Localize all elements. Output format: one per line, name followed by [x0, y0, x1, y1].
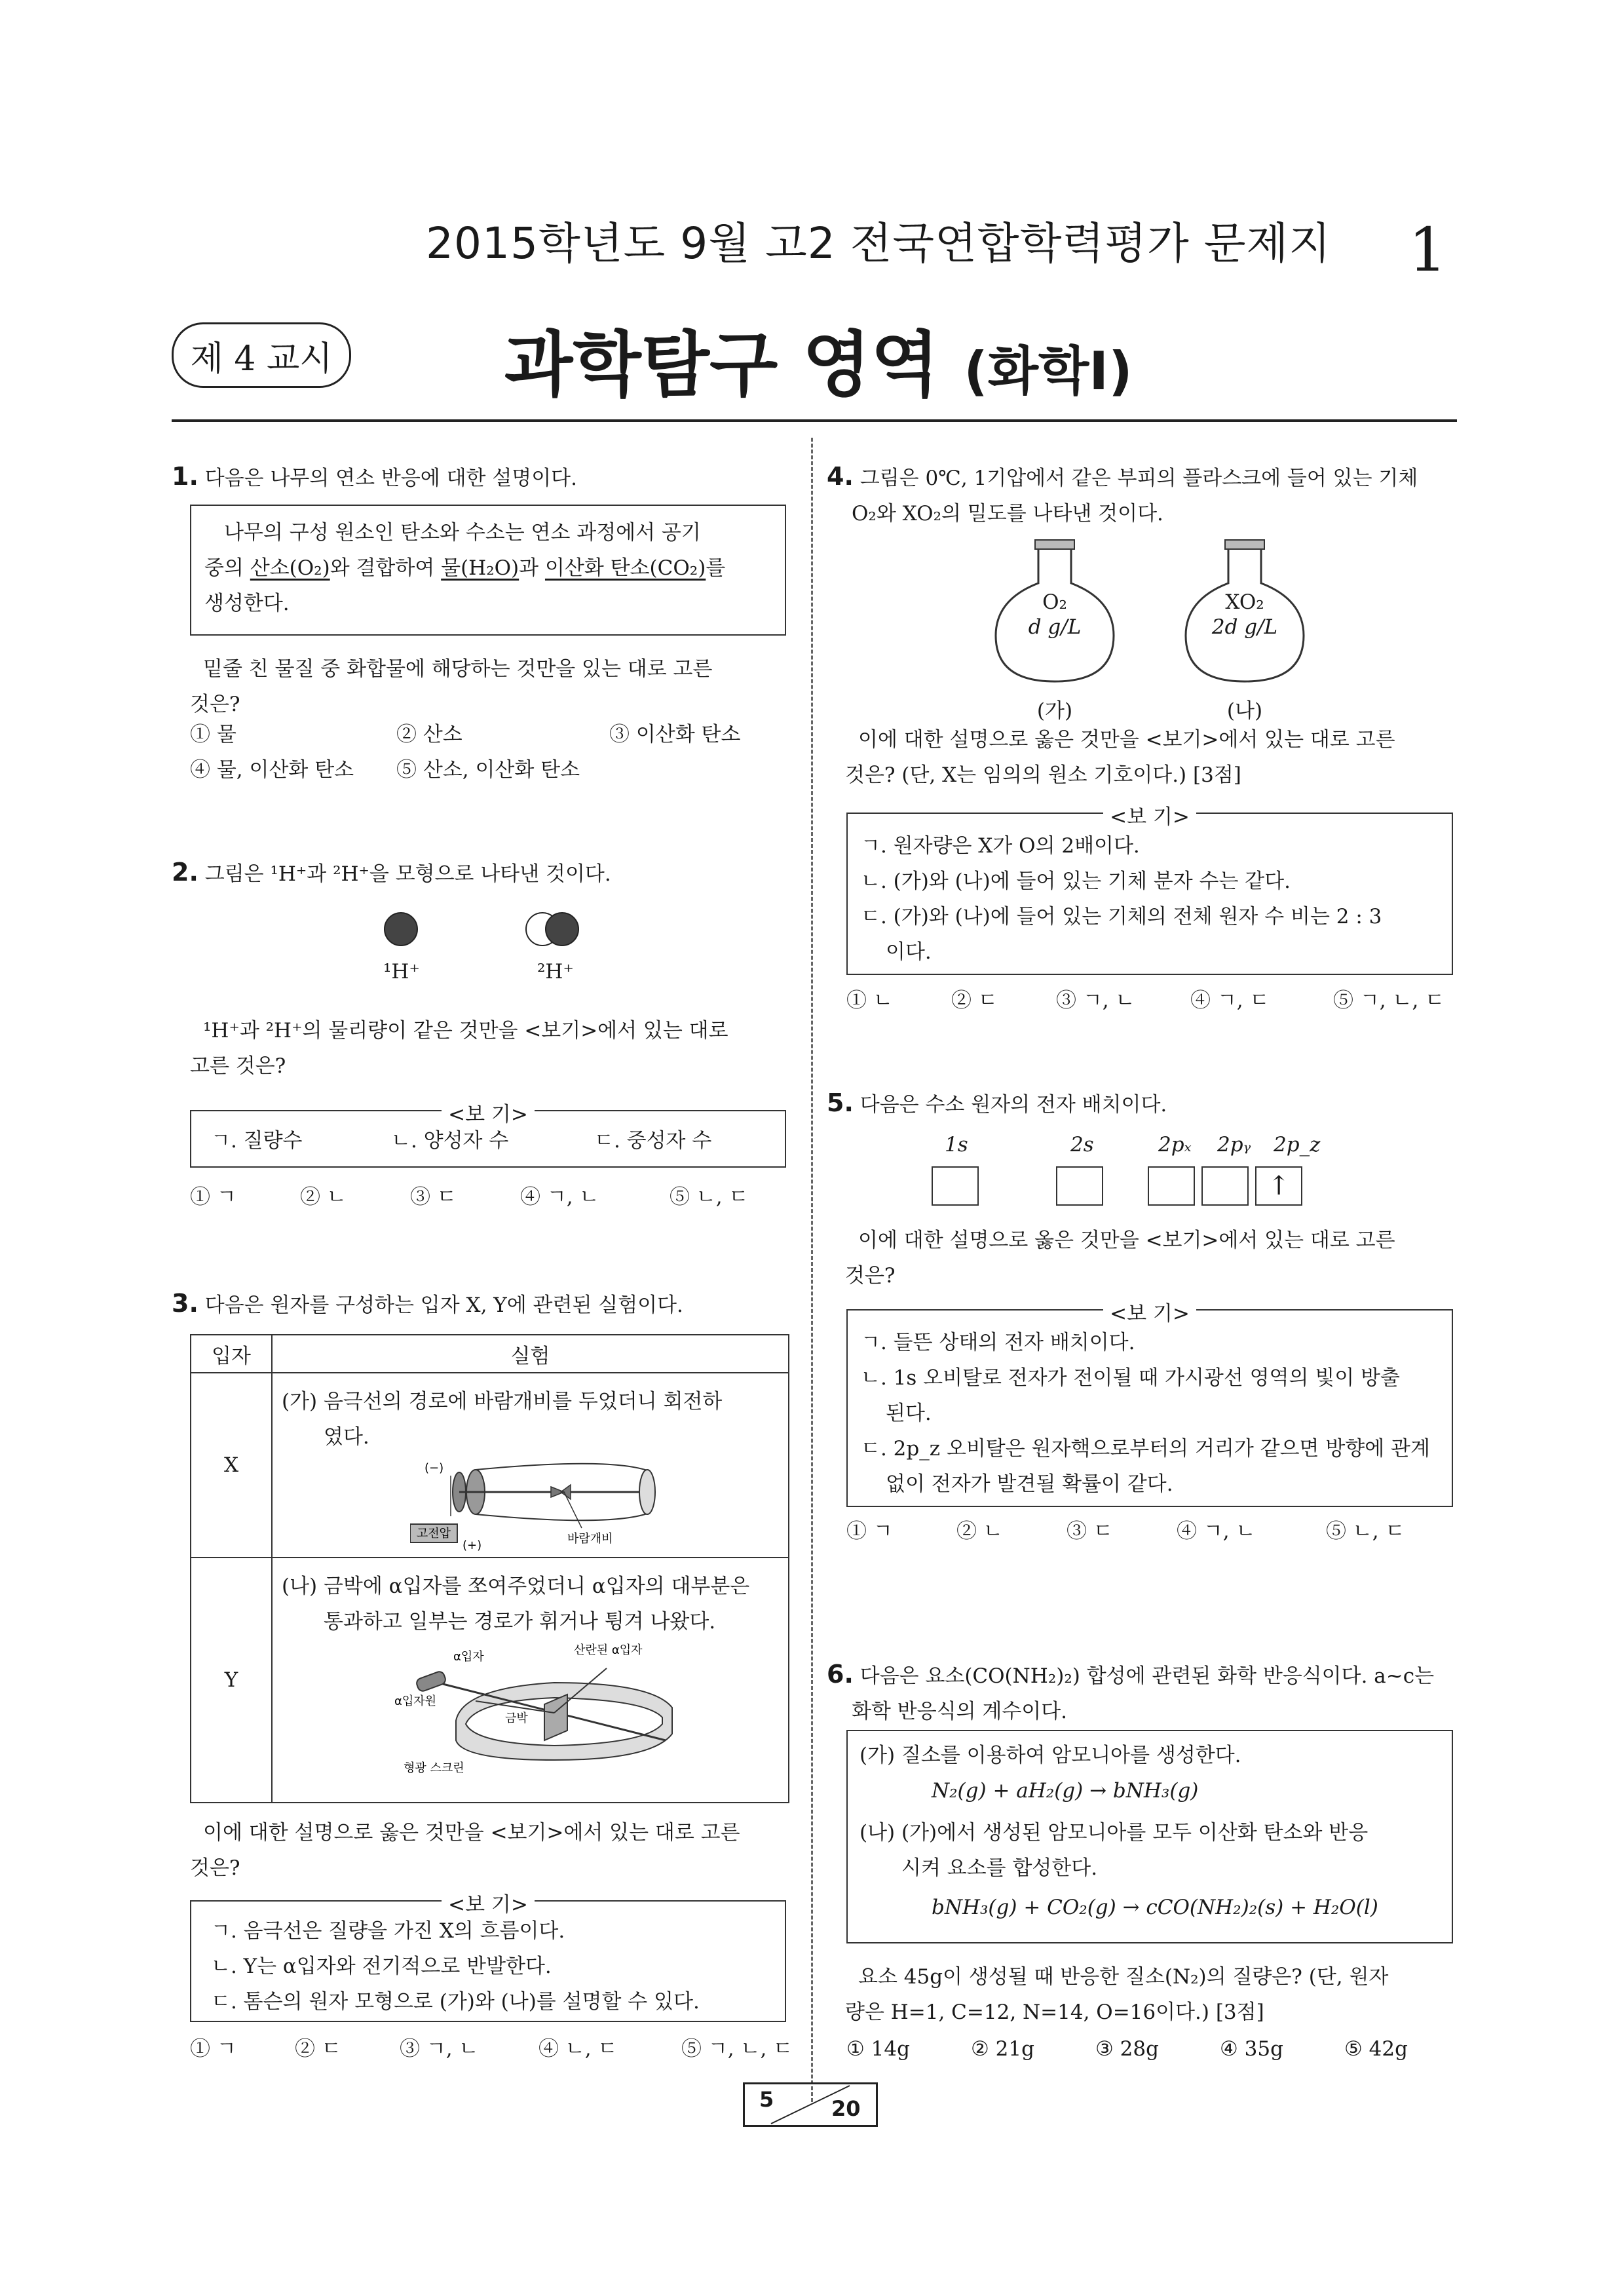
q3-fig-screen: 형광 스크린 [404, 1761, 464, 1775]
q6-box-b-cont: 시켜 요소를 합성한다. [901, 1856, 1098, 1880]
q4-choice-2[interactable]: ② ㄷ [951, 989, 998, 1012]
q1-choice-2[interactable]: ② 산소 [396, 723, 463, 746]
q5-bogi-b: ㄴ. 1s 오비탈로 전자가 전이될 때 가시광선 영역의 빛이 방출 [861, 1366, 1400, 1390]
q5-bogi-title: <보 기> [1103, 1302, 1196, 1326]
q5-box-2py [1201, 1166, 1249, 1206]
q2-bogi-b: ㄴ. 양성자 수 [391, 1129, 509, 1153]
exam-title: 2015학년도 9월 고2 전국연합학력평가 문제지 [426, 218, 1331, 269]
q3-fig-plus: (+) [463, 1539, 482, 1552]
q2-choice-4[interactable]: ④ ㄱ, ㄴ [520, 1185, 599, 1209]
alpha-source-icon [415, 1670, 447, 1693]
q3-gold-foil-figure [390, 1642, 692, 1786]
q1-underlined-co2: 이산화 탄소(CO₂) [544, 556, 706, 580]
q2-question: ¹H⁺과 ²H⁺의 물리량이 같은 것만을 <보기>에서 있는 대로 고른 것은? [190, 1019, 728, 1078]
q1-stem [172, 459, 577, 496]
h1-proton-icon [385, 913, 417, 946]
q3-col-particle: 입자 [191, 1335, 272, 1373]
q2-choice-2[interactable]: ② ㄴ [300, 1185, 347, 1209]
q5-stem-text: 다음은 수소 원자의 전자 배치이다. [859, 1093, 1167, 1117]
q2-choices [190, 1179, 806, 1215]
q3-col-experiment: 실험 [272, 1335, 789, 1373]
q1-box-line2: 중의 산소(O₂)와 결합하여 물(H₂O)과 이산화 탄소(CO₂)를 [204, 556, 726, 580]
q2-bogi-a: ㄱ. 질량수 [211, 1129, 303, 1153]
q5-orbital-2pz-label: 2p_z [1274, 1133, 1321, 1157]
q1-choice-4[interactable]: ④ 물, 이산화 탄소 [190, 758, 354, 782]
q4-flask-b-density: 2d g/L [1211, 615, 1278, 639]
q5-number: 5. [827, 1088, 854, 1117]
q3-fig-scattered: 산란된 α입자 [574, 1643, 643, 1657]
q5-orbital-2py-label: 2pᵧ [1217, 1133, 1251, 1157]
q1-choices [190, 717, 806, 788]
q3-bogi-a: ㄱ. 음극선은 질량을 가진 X의 흐름이다. [211, 1919, 565, 1943]
q3-choice-5[interactable]: ⑤ ㄱ, ㄴ, ㄷ [681, 2037, 793, 2061]
q1-number: 1. [172, 462, 198, 491]
q5-box-1s [932, 1166, 979, 1206]
up-arrow-icon: ↑ [1268, 1171, 1290, 1201]
q6-box-a: (가) 질소를 이용하여 암모니아를 생성한다. [859, 1744, 1241, 1767]
q4-flask-b-label: (나) [1226, 699, 1263, 723]
q2-label-h1: ¹H⁺ [383, 960, 420, 984]
q3-cathode-ray-figure [410, 1451, 685, 1556]
q6-choice-3[interactable]: ③ 28g [1095, 2037, 1159, 2061]
q3-exp-x-line1: (가) 음극선의 경로에 바람개비를 두었더니 회전하 [282, 1390, 723, 1413]
q5-bogi-box [846, 1302, 1453, 1507]
subject-sub: (화학Ⅰ) [964, 341, 1133, 402]
q3-choice-1[interactable]: ① ㄱ [190, 2037, 236, 2061]
q1-box-line1: 나무의 구성 원소인 탄소와 수소는 연소 과정에서 공기 [224, 521, 701, 545]
q4-bogi-title: <보 기> [1103, 805, 1196, 829]
q2-choice-5[interactable]: ⑤ ㄴ, ㄷ [670, 1185, 749, 1209]
q3-exp-y-cell [272, 1558, 789, 1803]
q3-fig-source: α입자원 [394, 1694, 437, 1708]
q5-choice-2[interactable]: ② ㄴ [956, 1520, 1003, 1543]
q5-bogi-a: ㄱ. 들뜬 상태의 전자 배치이다. [861, 1331, 1135, 1354]
q5-bogi-b-cont: 된다. [886, 1402, 932, 1425]
q1-choice-5[interactable]: ⑤ 산소, 이산화 탄소 [396, 758, 580, 782]
q4-choice-3[interactable]: ③ ㄱ, ㄴ [1056, 989, 1135, 1012]
q1-underlined-oxygen: 산소(O₂) [250, 556, 330, 580]
header-rule [172, 419, 1457, 422]
q6-choices [846, 2031, 1462, 2067]
q4-flask-a-density: d g/L [1028, 615, 1082, 639]
q4-flask-a-label: (가) [1036, 699, 1073, 723]
q4-choice-5[interactable]: ⑤ ㄱ, ㄴ, ㄷ [1333, 989, 1445, 1012]
pinwheel-icon [551, 1485, 571, 1499]
q5-choice-5[interactable]: ⑤ ㄴ, ㄷ [1326, 1520, 1405, 1543]
q4-bogi-c-cont: 이다. [886, 940, 932, 964]
q3-bogi-box [190, 1893, 786, 2022]
q1-choice-1[interactable]: ① 물 [190, 723, 236, 746]
q3-exp-y-line1: (나) 금박에 α입자를 쪼여주었더니 α입자의 대부분은 [282, 1575, 750, 1598]
q2-bogi-box [190, 1103, 786, 1168]
q1-box-line3: 생성한다. [204, 592, 290, 615]
page-current: 5 [759, 2087, 774, 2112]
q4-bogi-a: ㄱ. 원자량은 X가 O의 2배이다. [861, 834, 1140, 858]
q3-fig-alpha: α입자 [453, 1650, 484, 1664]
q1-underlined-water: 물(H₂O) [441, 556, 519, 580]
q2-ion-models [367, 908, 616, 954]
q3-row-x: X [191, 1373, 272, 1558]
q2-stem-text: 그림은 ¹H⁺과 ²H⁺을 모형으로 나타낸 것이다. [204, 862, 611, 886]
q3-fig-pinwheel-label: 바람개비 [567, 1532, 613, 1546]
q4-choice-1[interactable]: ① ㄴ [846, 989, 893, 1012]
q5-orbital-2px-label: 2pₓ [1158, 1133, 1192, 1157]
q6-box-b: (나) (가)에서 생성된 암모니아를 모두 이산화 탄소와 반응 [859, 1821, 1369, 1845]
q5-choice-4[interactable]: ④ ㄱ, ㄴ [1177, 1520, 1256, 1543]
page-number: 1 [1408, 215, 1447, 285]
q6-eq-a: N₂(g) + aH₂(g) → bNH₃(g) [932, 1779, 1199, 1803]
q1-stem-text: 다음은 나무의 연소 반응에 대한 설명이다. [204, 467, 577, 490]
q6-choice-2[interactable]: ② 21g [971, 2037, 1034, 2061]
q4-choice-4[interactable]: ④ ㄱ, ㄷ [1190, 989, 1270, 1012]
q4-flask-b-gas: XO₂ [1225, 590, 1264, 614]
q2-stem [172, 854, 611, 892]
q3-fig-minus: (−) [425, 1461, 444, 1475]
q2-choice-3[interactable]: ③ ㄷ [410, 1185, 457, 1209]
q3-question: 이에 대한 설명으로 옳은 것만을 <보기>에서 있는 대로 고른 것은? [190, 1821, 740, 1880]
q4-bogi-c: ㄷ. (가)와 (나)에 들어 있는 기체의 전체 원자 수 비는 2 : 3 [861, 905, 1382, 928]
q5-orbital-2s-label: 2s [1070, 1133, 1094, 1157]
subject-main: 과학탐구 영역 [504, 324, 939, 406]
page-counter [743, 2082, 878, 2127]
q3-choices [190, 2031, 806, 2067]
q3-fig-foil: 금박 [505, 1712, 528, 1725]
q6-number: 6. [827, 1660, 854, 1689]
q3-choice-2[interactable]: ② ㄷ [295, 2037, 341, 2061]
q6-reaction-box [846, 1730, 1453, 1943]
period-badge: 제 4 교시 [172, 322, 351, 388]
q2-bogi-c: ㄷ. 중성자 수 [594, 1129, 712, 1153]
q5-bogi-c-cont: 없이 전자가 발견될 확률이 같다. [886, 1472, 1173, 1496]
q3-exp-x-cell [272, 1373, 789, 1558]
q6-choice-4[interactable]: ④ 35g [1220, 2037, 1283, 2061]
q4-bogi-box [846, 805, 1453, 975]
q3-stem-text: 다음은 원자를 구성하는 입자 X, Y에 관련된 실험이다. [204, 1293, 683, 1317]
q6-question: 요소 45g이 생성될 때 반응한 질소(N₂)의 질량은? (단, 원자 량은 H=1, C=12, N=14, O=16이다.) [3점] [845, 1965, 1389, 2024]
q5-box-2s [1056, 1166, 1103, 1206]
q1-choice-3[interactable]: ③ 이산화 탄소 [609, 723, 741, 746]
h2-proton-icon [546, 913, 578, 946]
q5-question: 이에 대한 설명으로 옳은 것만을 <보기>에서 있는 대로 고른 것은? [845, 1229, 1395, 1288]
q5-box-2px [1148, 1166, 1195, 1206]
subject-title [504, 308, 1133, 410]
q3-choice-4[interactable]: ④ ㄴ, ㄷ [538, 2037, 618, 2061]
q3-experiment-table [190, 1334, 789, 1803]
q5-orbital-1s-label: 1s [945, 1133, 968, 1157]
q2-number: 2. [172, 858, 198, 887]
q6-stem: 6. 다음은 요소(CO(NH₂)₂) 합성에 관련된 화학 반응식이다. a~c는 화학 반응식의 계수이다. [827, 1660, 1435, 1723]
q3-exp-y-line2: 통과하고 일부는 경로가 휘거나 튕겨 나왔다. [324, 1610, 716, 1634]
q4-flask-b-text [1186, 590, 1304, 640]
q3-row-y: Y [191, 1558, 272, 1803]
column-divider [811, 438, 814, 2102]
q3-bogi-c: ㄷ. 톰슨의 원자 모형으로 (가)와 (나)를 설명할 수 있다. [211, 1990, 700, 2014]
q5-choices [846, 1514, 1462, 1549]
q3-exp-x-line2: 였다. [324, 1425, 369, 1449]
q3-number: 3. [172, 1289, 198, 1318]
q5-bogi-c: ㄷ. 2p_z 오비탈은 원자핵으로부터의 거리가 같으면 방향에 관계 [861, 1437, 1430, 1461]
q4-choices [846, 983, 1462, 1018]
q3-fig-high-voltage: 고전압 [416, 1527, 451, 1540]
q6-choice-1[interactable]: ① 14g [846, 2037, 910, 2061]
q5-box-2pz [1255, 1166, 1302, 1206]
q5-choice-3[interactable]: ③ ㄷ [1067, 1520, 1113, 1543]
q5-stem [827, 1085, 1167, 1122]
q4-number: 4. [827, 462, 854, 491]
page-total: 20 [831, 2096, 861, 2121]
q3-bogi-title: <보 기> [442, 1893, 535, 1917]
q1-passage-box [190, 505, 786, 636]
q2-label-h2: ²H⁺ [537, 960, 574, 984]
q4-flask-a-gas: O₂ [1042, 590, 1067, 614]
q3-choice-3[interactable]: ③ ㄱ, ㄴ [400, 2037, 479, 2061]
q6-choice-5[interactable]: ⑤ 42g [1344, 2037, 1408, 2061]
q2-choice-1[interactable]: ① ㄱ [190, 1185, 236, 1209]
q1-question: 밑줄 친 물질 중 화합물에 해당하는 것만을 있는 대로 고른 것은? [190, 657, 713, 716]
q4-stem: 4. 그림은 0℃, 1기압에서 같은 부피의 플라스크에 들어 있는 기체 O₂와 XO₂의 밀도를 나타낸 것이다. [827, 462, 1418, 526]
q3-bogi-b: ㄴ. Y는 α입자와 전기적으로 반발한다. [211, 1955, 552, 1978]
q4-flask-a-text [996, 590, 1114, 640]
q3-stem [172, 1286, 683, 1323]
q4-question: 이에 대한 설명으로 옳은 것만을 <보기>에서 있는 대로 고른 것은? (단, X는 임의의 원소 기호이다.) [3점] [845, 728, 1395, 787]
q6-eq-b: bNH₃(g) + CO₂(g) → cCO(NH₂)₂(s) + H₂O(l) [932, 1896, 1378, 1919]
q5-choice-1[interactable]: ① ㄱ [846, 1520, 893, 1543]
q4-bogi-b: ㄴ. (가)와 (나)에 들어 있는 기체 분자 수는 같다. [861, 870, 1291, 893]
q2-bogi-title: <보 기> [442, 1103, 535, 1126]
